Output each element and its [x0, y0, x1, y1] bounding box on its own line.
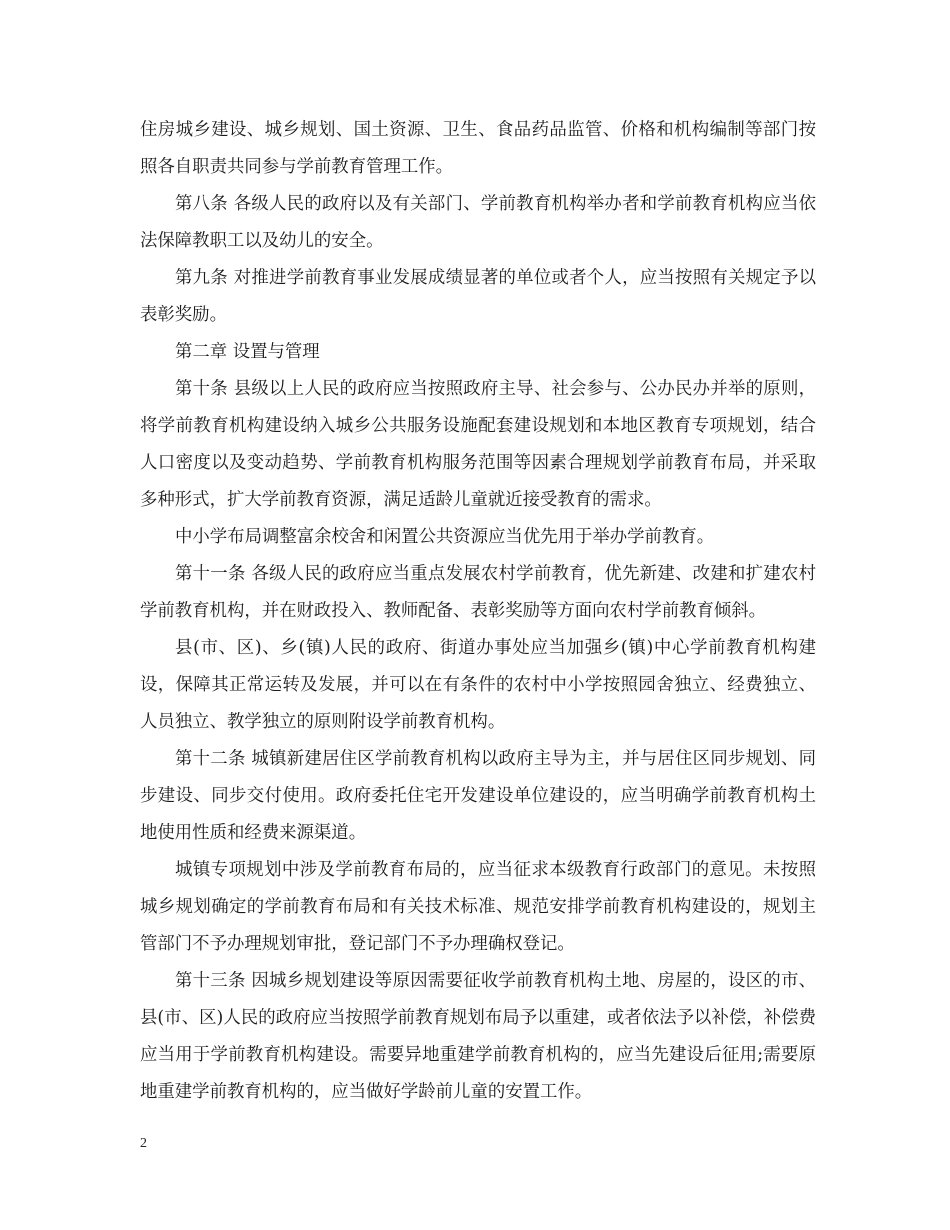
- paragraph: 县(市、区)、乡(镇)人民的政府、街道办事处应当加强乡(镇)中心学前教育机构建设，保障其正常运转及发展，并可以在有条件的农村中小学按照园舍独立、经费独立、人员独立、教学独立的原则附设学前教育机构。: [140, 638, 816, 732]
- paragraph-article-13: 第十三条 因城乡规划建设等原因需要征收学前教育机构土地、房屋的，设区的市、县(市、区)人民的政府应当按照学前教育规划布局予以重建，或者依法予以补偿，补偿费应当用于学前教育机构建设。需要异地重建学前教育机构的，应当先建设后征用;需要原地重建学前教育机构的，应当做好学龄前儿童的安置工作。: [140, 971, 816, 1102]
- document-body: [140, 112, 816, 1111]
- paragraph-article-12: 第十二条 城镇新建居住区学前教育机构以政府主导为主，并与居住区同步规划、同步建设、同步交付使用。政府委托住宅开发建设单位建设的，应当明确学前教育机构土地使用性质和经费来源渠道。: [140, 749, 816, 843]
- paragraph: 城镇专项规划中涉及学前教育布局的，应当征求本级教育行政部门的意见。未按照城乡规划确定的学前教育布局和有关技术标准、规范安排学前教育机构建设的，规划主管部门不予办理规划审批，登记部门不予办理确权登记。: [140, 860, 816, 954]
- chapter-heading: 第二章 设置与管理: [175, 342, 320, 362]
- paragraph: 住房城乡建设、城乡规划、国土资源、卫生、食品药品监管、价格和机构编制等部门按照各自职责共同参与学前教育管理工作。: [140, 120, 816, 177]
- paragraph-article-10: 第十条 县级以上人民的政府应当按照政府主导、社会参与、公办民办并举的原则，将学前教育机构建设纳入城乡公共服务设施配套建设规划和本地区教育专项规划，结合人口密度以及变动趋势、学前教育机构服务范围等因素合理规划学前教育布局，并采取多种形式，扩大学前教育资源，满足适龄儿童就近接受教育的需求。: [140, 379, 816, 510]
- paragraph: 中小学布局调整富余校舍和闲置公共资源应当优先用于举办学前教育。: [175, 527, 715, 547]
- paragraph-article-8: 第八条 各级人民的政府以及有关部门、学前教育机构举办者和学前教育机构应当依法保障教职工以及幼儿的安全。: [140, 194, 816, 251]
- page-number: 2: [140, 1136, 147, 1151]
- paragraph-article-9: 第九条 对推进学前教育事业发展成绩显著的单位或者个人，应当按照有关规定予以表彰奖励。: [140, 268, 816, 325]
- paragraph-article-11: 第十一条 各级人民的政府应当重点发展农村学前教育，优先新建、改建和扩建农村学前教育机构，并在财政投入、教师配备、表彰奖励等方面向农村学前教育倾斜。: [140, 564, 816, 621]
